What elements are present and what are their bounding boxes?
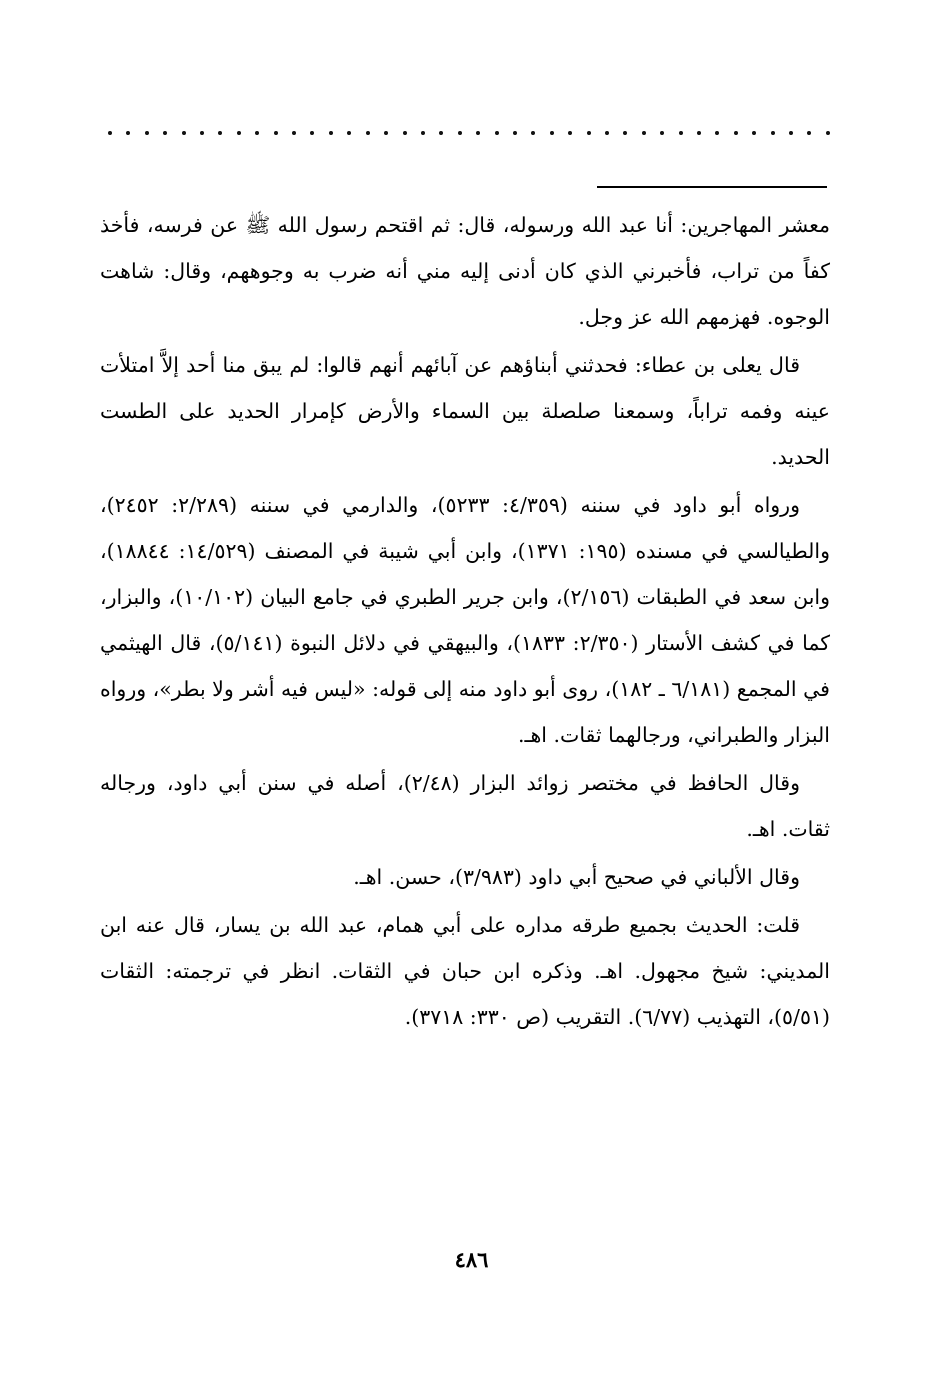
dot [439, 131, 443, 135]
dot [329, 131, 333, 135]
paragraph-5: وقال الألباني في صحيح أبي داود (٣/٩٨٣)، حسن. اهـ. [353, 865, 800, 889]
dot [237, 131, 241, 135]
paragraph-4: وقال الحافظ في مختصر زوائد البزار (٢/٤٨)، أصله في سنن أبي داود، ورجاله ثقات. اهـ. [100, 771, 830, 841]
paragraph-6: قلت: الحديث بجميع طرقه مداره على أبي همام، عبد الله بن يسار، قال عنه ابن المديني: شيخ مجهول. اهـ. وذكره ابن حبان في الثقات. انظر في ترجمته: الثقات (٥/٥١)، التهذيب (٦/٧٧). التقريب (ص ٣٣٠: ٣٧١٨). [100, 913, 830, 1029]
dot [421, 131, 425, 135]
dot [366, 131, 370, 135]
dot [697, 131, 701, 135]
dot [734, 131, 738, 135]
page-number: ٤٨٦ [454, 1247, 489, 1272]
dot [642, 131, 646, 135]
dot [255, 131, 259, 135]
dot [182, 131, 186, 135]
footnote-rule [597, 186, 827, 188]
dot [310, 131, 314, 135]
dot [550, 131, 554, 135]
dot [274, 131, 278, 135]
dot [752, 131, 756, 135]
dot [403, 131, 407, 135]
dot [200, 131, 204, 135]
dot [715, 131, 719, 135]
dot [771, 131, 775, 135]
dotted-separator [108, 126, 830, 140]
footnote-text [100, 202, 830, 1040]
dot [384, 131, 388, 135]
dot [458, 131, 462, 135]
dot [660, 131, 664, 135]
dot [347, 131, 351, 135]
paragraph-2: قال يعلى بن عطاء: فحدثني أبناؤهم عن آبائهم أنهم قالوا: لم يبق منا أحد إلاَّ امتلأت عينه وفمه تراباً، وسمعنا صلصلة بين السماء والأرض كإمرار الحديد على الطست الحديد. [100, 353, 830, 469]
paragraph-1: معشر المهاجرين: أنا عبد الله ورسوله، قال: ثم اقتحم رسول الله ﷺ عن فرسه، فأخذ كفاً من تراب، فأخبرني الذي كان أدنى إليه مني أنه ضرب به وجوههم، وقال: شاهت الوجوه. فهزمهم الله عز وجل. [100, 213, 830, 329]
dot [587, 131, 591, 135]
dot [145, 131, 149, 135]
dot [476, 131, 480, 135]
dot [126, 131, 130, 135]
dot [513, 131, 517, 135]
dot [568, 131, 572, 135]
dot [789, 131, 793, 135]
dot [605, 131, 609, 135]
dot [108, 131, 112, 135]
dot [807, 131, 811, 135]
dot [495, 131, 499, 135]
paragraph-3: ورواه أبو داود في سننه (٤/٣٥٩: ٥٢٣٣)، والدارمي في سننه (٢/٢٨٩: ٢٤٥٢)، والطيالسي في مسنده (١٩٥: ١٣٧١)، وابن أبي شيبة في المصنف (١٤/٥٢٩: ١٨٨٤٤)، وابن سعد في الطبقات (٢/١٥٦)، وابن جرير الطبري في جامع البيان (١٠/١٠٢)، والبزار، كما في كشف الأستار (٢/٣٥٠: ١٨٣٣)، والبيهقي في دلائل النبوة (٥/١٤١)، قال الهيثمي في المجمع (٦/١٨١ ـ ١٨٢)، روى أبو داود منه إلى قوله: «ليس فيه أشر ولا بطر»، ورواه البزار والطبراني، ورجالهما ثقات. اهـ. [100, 493, 831, 747]
dot [826, 131, 830, 135]
dot [292, 131, 296, 135]
dot [623, 131, 627, 135]
dot [531, 131, 535, 135]
dot [679, 131, 683, 135]
dot [163, 131, 167, 135]
dot [218, 131, 222, 135]
